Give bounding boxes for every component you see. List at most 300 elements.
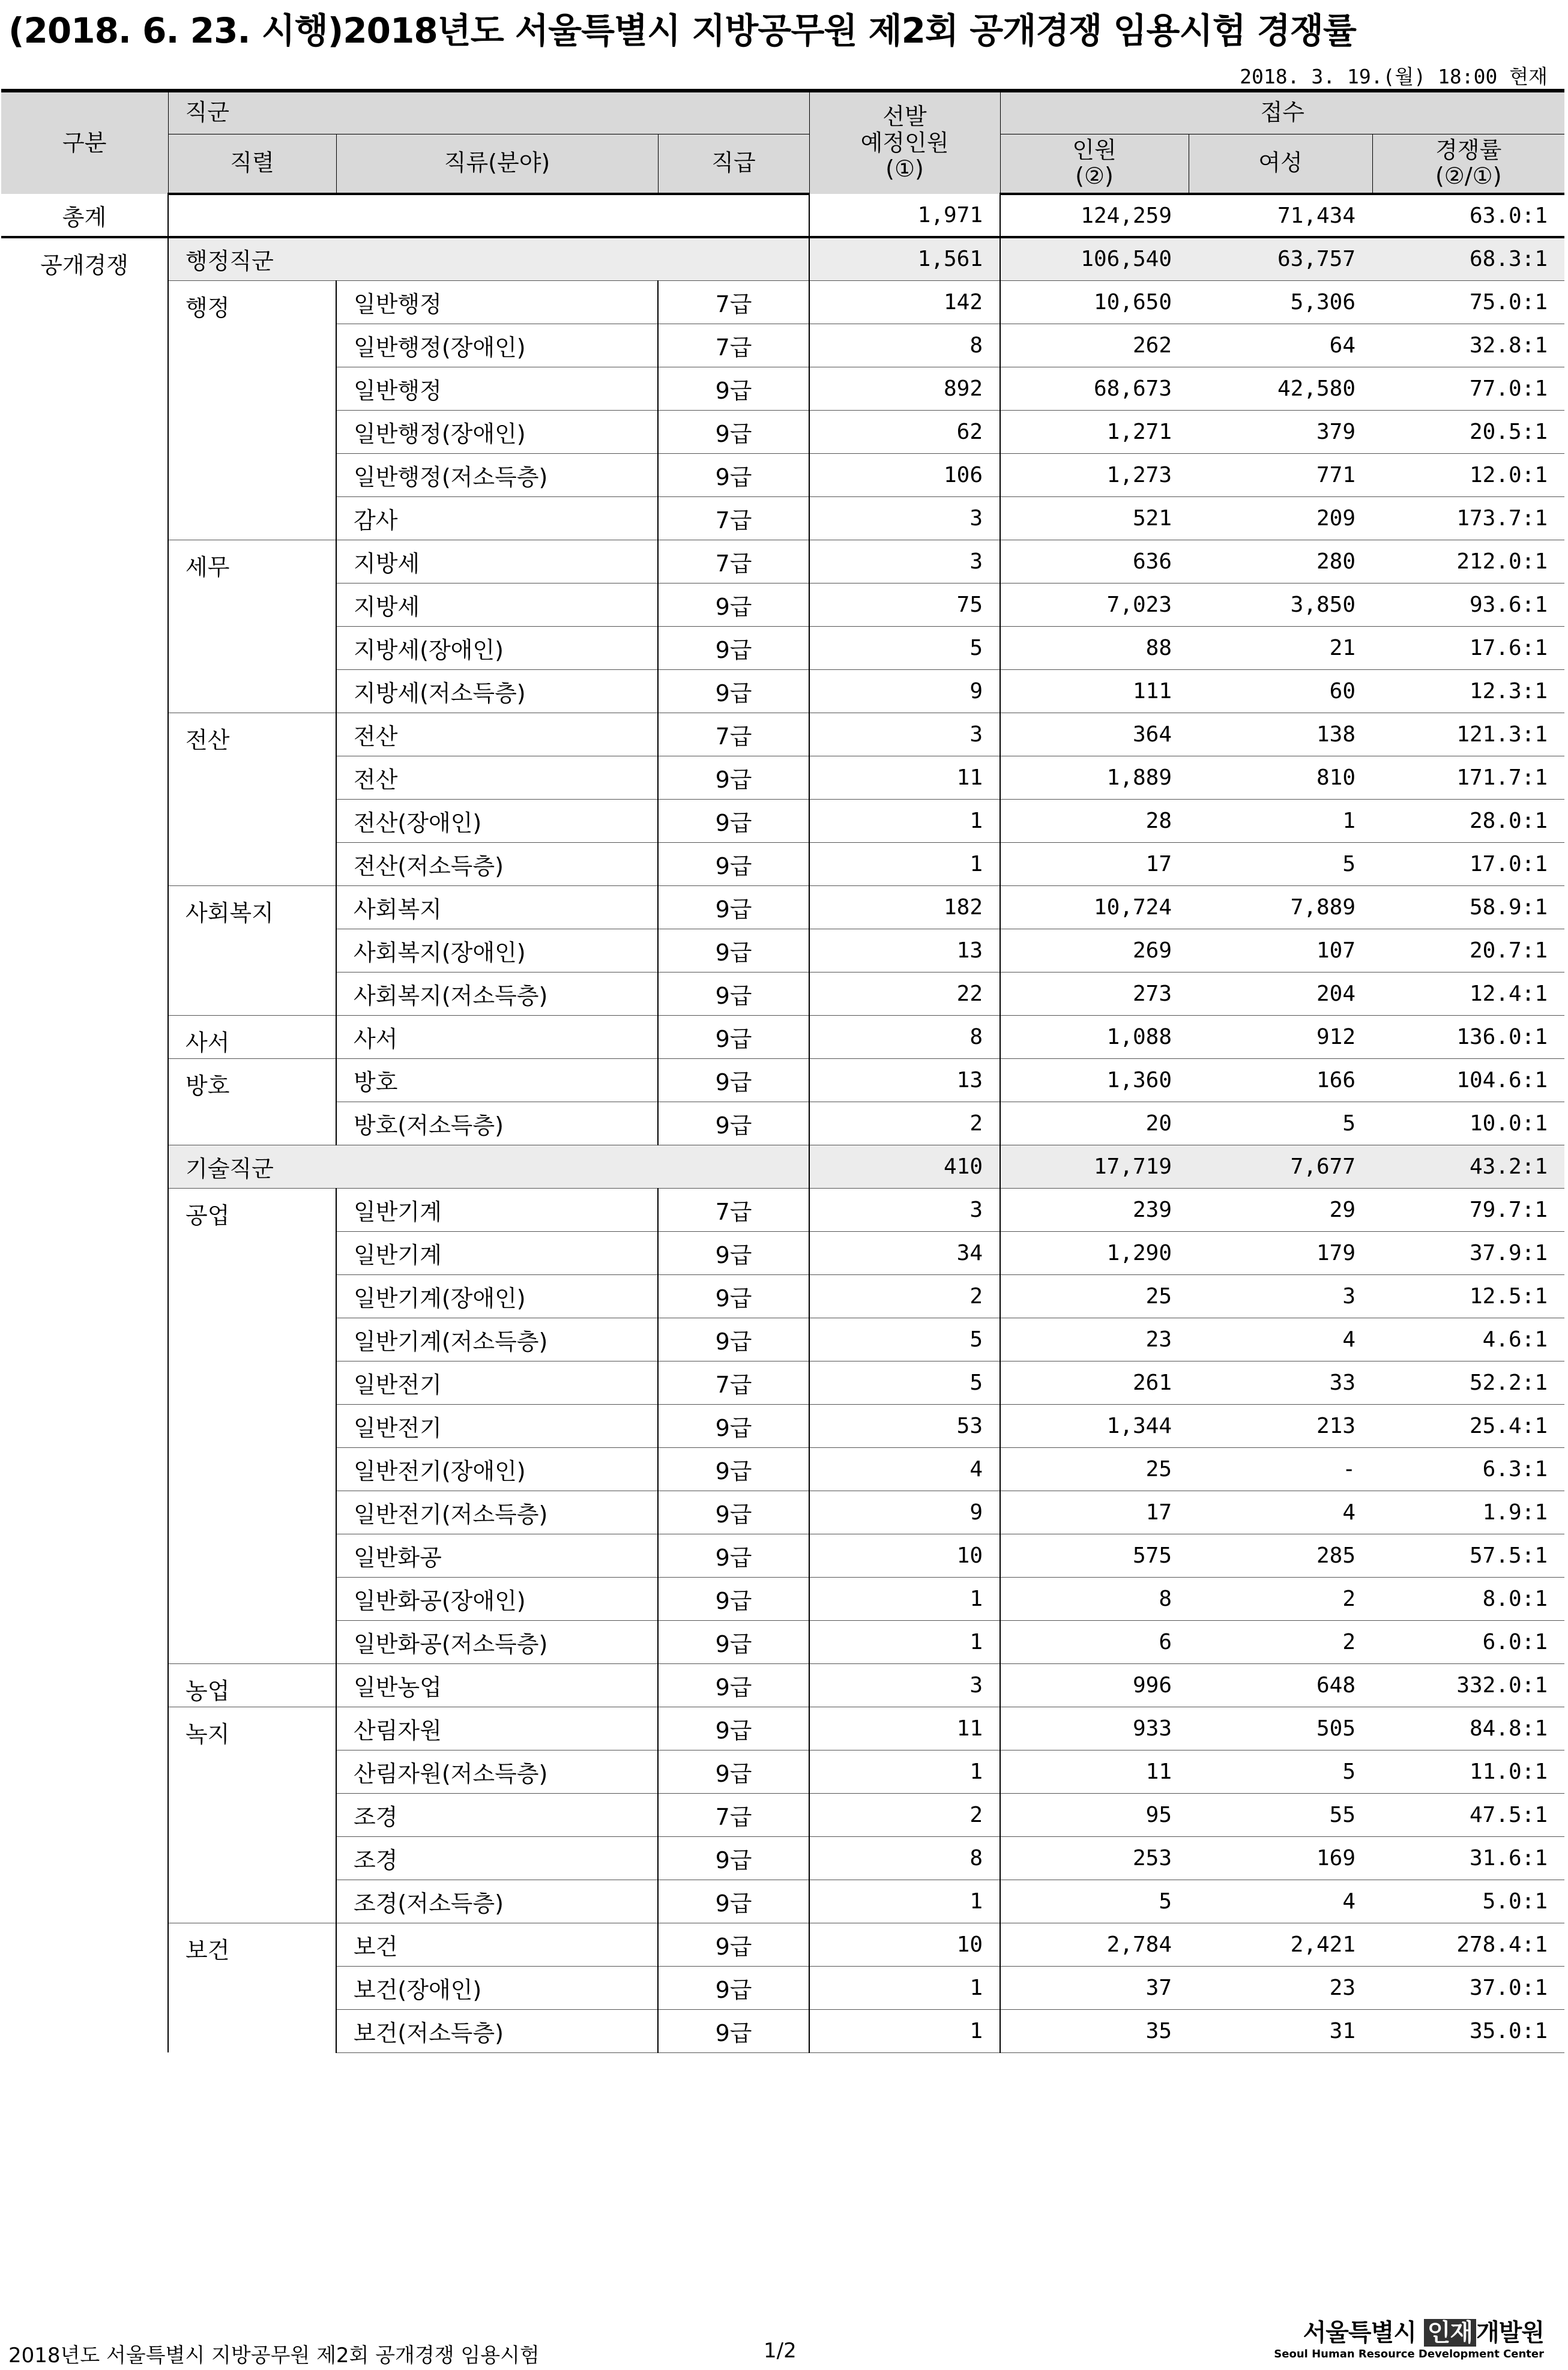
grade-cell: 9급	[658, 367, 809, 410]
group-subtotal-rate: 43.2:1	[1372, 1145, 1564, 1188]
series-cell: 사서	[168, 1015, 336, 1058]
female-cell: 107	[1189, 929, 1372, 972]
grade-cell: 9급	[658, 885, 809, 929]
female-cell: 179	[1189, 1231, 1372, 1274]
selection-cell: 8	[809, 324, 1000, 367]
selection-cell: 10	[809, 1534, 1000, 1577]
applicants-cell: 17	[1000, 1491, 1189, 1534]
selection-cell: 3	[809, 1663, 1000, 1707]
series-cell: 행정	[168, 280, 336, 540]
field-cell: 일반행정(저소득층)	[336, 453, 658, 496]
series-cell: 세무	[168, 540, 336, 713]
grade-cell: 7급	[658, 713, 809, 756]
rate-cell: 8.0:1	[1372, 1577, 1564, 1620]
grade-cell: 9급	[658, 1058, 809, 1102]
group-subtotal-fem: 63,757	[1189, 237, 1372, 280]
female-cell: 3	[1189, 1274, 1372, 1318]
female-cell: 204	[1189, 972, 1372, 1015]
rate-cell: 278.4:1	[1372, 1923, 1564, 1966]
field-cell: 감사	[336, 496, 658, 540]
selection-cell: 1	[809, 799, 1000, 842]
female-cell: 912	[1189, 1015, 1372, 1058]
selection-cell: 3	[809, 540, 1000, 583]
logo-part3: 개발원	[1476, 2319, 1544, 2347]
female-cell: 5	[1189, 1102, 1372, 1145]
grade-cell: 7급	[658, 324, 809, 367]
selection-cell: 5	[809, 1361, 1000, 1404]
grade-cell: 9급	[658, 929, 809, 972]
header-jeopsu: 접수	[1000, 91, 1564, 134]
rate-cell: 84.8:1	[1372, 1707, 1564, 1750]
field-cell: 일반기계(장애인)	[336, 1274, 658, 1318]
field-cell: 일반전기	[336, 1404, 658, 1447]
selection-cell: 892	[809, 367, 1000, 410]
field-cell: 전산(저소득층)	[336, 842, 658, 885]
field-cell: 전산	[336, 713, 658, 756]
total-row	[1, 194, 1564, 237]
field-cell: 조경	[336, 1836, 658, 1880]
grade-cell: 9급	[658, 972, 809, 1015]
grade-cell: 9급	[658, 1404, 809, 1447]
applicants-cell: 261	[1000, 1361, 1189, 1404]
female-cell: 60	[1189, 669, 1372, 713]
rate-cell: 20.7:1	[1372, 929, 1564, 972]
applicants-cell: 37	[1000, 1966, 1189, 2009]
header-jikryeol: 직렬	[168, 134, 336, 194]
female-cell: 169	[1189, 1836, 1372, 1880]
rate-cell: 47.5:1	[1372, 1793, 1564, 1836]
selection-cell: 8	[809, 1836, 1000, 1880]
female-cell: 648	[1189, 1663, 1372, 1707]
table-row	[1, 280, 1564, 324]
header-rate: 경쟁률 (②/①)	[1372, 134, 1564, 194]
rate-cell: 58.9:1	[1372, 885, 1564, 929]
selection-cell: 1	[809, 1750, 1000, 1793]
selection-cell: 11	[809, 1707, 1000, 1750]
rate-cell: 4.6:1	[1372, 1318, 1564, 1361]
applicants-cell: 11	[1000, 1750, 1189, 1793]
rate-cell: 75.0:1	[1372, 280, 1564, 324]
applicants-cell: 7,023	[1000, 583, 1189, 626]
rate-cell: 52.2:1	[1372, 1361, 1564, 1404]
applicants-cell: 20	[1000, 1102, 1189, 1145]
female-cell: -	[1189, 1447, 1372, 1491]
applicants-cell: 95	[1000, 1793, 1189, 1836]
applicants-cell: 364	[1000, 713, 1189, 756]
rate-cell: 79.7:1	[1372, 1188, 1564, 1231]
applicants-cell: 575	[1000, 1534, 1189, 1577]
applicants-cell: 521	[1000, 496, 1189, 540]
grade-cell: 9급	[658, 583, 809, 626]
female-cell: 166	[1189, 1058, 1372, 1102]
grade-cell: 7급	[658, 280, 809, 324]
field-cell: 보건(장애인)	[336, 1966, 658, 2009]
selection-cell: 5	[809, 1318, 1000, 1361]
table-row	[1, 540, 1564, 583]
applicants-cell: 28	[1000, 799, 1189, 842]
grade-cell: 9급	[658, 1231, 809, 1274]
grade-cell: 9급	[658, 1102, 809, 1145]
rate-cell: 32.8:1	[1372, 324, 1564, 367]
grade-cell: 9급	[658, 1274, 809, 1318]
group-subtotal-row	[1, 1145, 1564, 1188]
grade-cell: 9급	[658, 1923, 809, 1966]
applicants-cell: 273	[1000, 972, 1189, 1015]
selection-cell: 53	[809, 1404, 1000, 1447]
field-cell: 방호	[336, 1058, 658, 1102]
rate-cell: 136.0:1	[1372, 1015, 1564, 1058]
selection-cell: 2	[809, 1274, 1000, 1318]
field-cell: 일반화공(장애인)	[336, 1577, 658, 1620]
grade-cell: 7급	[658, 1793, 809, 1836]
selection-cell: 1	[809, 1880, 1000, 1923]
selection-cell: 62	[809, 410, 1000, 453]
selection-cell: 1	[809, 1966, 1000, 2009]
rate-cell: 12.0:1	[1372, 453, 1564, 496]
selection-cell: 106	[809, 453, 1000, 496]
selection-cell: 3	[809, 713, 1000, 756]
selection-cell: 8	[809, 1015, 1000, 1058]
table-row	[1, 1188, 1564, 1231]
selection-cell: 13	[809, 929, 1000, 972]
selection-cell: 9	[809, 669, 1000, 713]
selection-cell: 1	[809, 2009, 1000, 2052]
female-cell: 55	[1189, 1793, 1372, 1836]
field-cell: 일반행정(장애인)	[336, 324, 658, 367]
female-cell: 42,580	[1189, 367, 1372, 410]
series-cell: 녹지	[168, 1707, 336, 1923]
rate-cell: 12.5:1	[1372, 1274, 1564, 1318]
header-jikryu: 직류(분야)	[336, 134, 658, 194]
total-label: 총계	[1, 194, 168, 237]
female-cell: 4	[1189, 1491, 1372, 1534]
selection-cell: 75	[809, 583, 1000, 626]
female-cell: 33	[1189, 1361, 1372, 1404]
grade-cell: 9급	[658, 410, 809, 453]
field-cell: 일반기계	[336, 1188, 658, 1231]
series-cell: 공업	[168, 1188, 336, 1663]
rate-cell: 57.5:1	[1372, 1534, 1564, 1577]
selection-cell: 1	[809, 842, 1000, 885]
applicants-cell: 6	[1000, 1620, 1189, 1663]
page-title: (2018. 6. 23. 시행)2018년도 서울특별시 지방공무원 제2회 공개경쟁 임용시험 경쟁률	[8, 10, 1356, 51]
selection-cell: 22	[809, 972, 1000, 1015]
selection-cell: 3	[809, 496, 1000, 540]
field-cell: 일반농업	[336, 1663, 658, 1707]
field-cell: 일반행정	[336, 367, 658, 410]
applicants-cell: 636	[1000, 540, 1189, 583]
selection-cell: 13	[809, 1058, 1000, 1102]
rate-cell: 10.0:1	[1372, 1102, 1564, 1145]
female-cell: 379	[1189, 410, 1372, 453]
header-yeoseong: 여성	[1189, 134, 1372, 194]
field-cell: 일반행정	[336, 280, 658, 324]
selection-cell: 10	[809, 1923, 1000, 1966]
logo-wordmark	[1274, 2314, 1544, 2348]
grade-cell: 9급	[658, 1750, 809, 1793]
selection-cell: 182	[809, 885, 1000, 929]
applicants-cell: 10,650	[1000, 280, 1189, 324]
field-cell: 일반전기	[336, 1361, 658, 1404]
female-cell: 505	[1189, 1707, 1372, 1750]
grade-cell: 9급	[658, 1447, 809, 1491]
group-subtotal-app: 17,719	[1000, 1145, 1189, 1188]
female-cell: 3,850	[1189, 583, 1372, 626]
female-cell: 1	[1189, 799, 1372, 842]
female-cell: 285	[1189, 1534, 1372, 1577]
rate-cell: 37.0:1	[1372, 1966, 1564, 2009]
grade-cell: 7급	[658, 540, 809, 583]
rate-cell: 12.4:1	[1372, 972, 1564, 1015]
field-cell: 사회복지	[336, 885, 658, 929]
field-cell: 방호(저소득층)	[336, 1102, 658, 1145]
total-sel: 1,971	[809, 194, 1000, 237]
female-cell: 31	[1189, 2009, 1372, 2052]
applicants-cell: 2,784	[1000, 1923, 1189, 1966]
header-gubun: 구분	[1, 91, 168, 194]
applicants-cell: 68,673	[1000, 367, 1189, 410]
field-cell: 조경(저소득층)	[336, 1880, 658, 1923]
rate-cell: 17.6:1	[1372, 626, 1564, 669]
applicants-cell: 111	[1000, 669, 1189, 713]
rate-cell: 173.7:1	[1372, 496, 1564, 540]
series-cell: 사회복지	[168, 885, 336, 1015]
logo-part2: 인재	[1424, 2319, 1476, 2347]
applicants-cell: 17	[1000, 842, 1189, 885]
field-cell: 사회복지(저소득층)	[336, 972, 658, 1015]
grade-cell: 9급	[658, 1491, 809, 1534]
field-cell: 지방세	[336, 540, 658, 583]
total-rate: 63.0:1	[1372, 194, 1564, 237]
female-cell: 5,306	[1189, 280, 1372, 324]
selection-cell: 11	[809, 756, 1000, 799]
applicants-cell: 253	[1000, 1836, 1189, 1880]
applicants-cell: 1,088	[1000, 1015, 1189, 1058]
field-cell: 보건(저소득층)	[336, 2009, 658, 2052]
field-cell: 전산	[336, 756, 658, 799]
rate-cell: 332.0:1	[1372, 1663, 1564, 1707]
rate-cell: 12.3:1	[1372, 669, 1564, 713]
field-cell: 조경	[336, 1793, 658, 1836]
applicants-cell: 262	[1000, 324, 1189, 367]
selection-cell: 3	[809, 1188, 1000, 1231]
rate-cell: 171.7:1	[1372, 756, 1564, 799]
field-cell: 일반기계(저소득층)	[336, 1318, 658, 1361]
grade-cell: 9급	[658, 2009, 809, 2052]
table-row	[1, 1663, 1564, 1707]
applicants-cell: 1,889	[1000, 756, 1189, 799]
field-cell: 일반화공	[336, 1534, 658, 1577]
applicants-cell: 23	[1000, 1318, 1189, 1361]
selection-cell: 34	[809, 1231, 1000, 1274]
applicants-cell: 1,344	[1000, 1404, 1189, 1447]
female-cell: 138	[1189, 713, 1372, 756]
female-cell: 23	[1189, 1966, 1372, 2009]
table-body	[1, 194, 1564, 2052]
category-cell: 공개경쟁	[1, 237, 168, 2052]
rate-cell: 5.0:1	[1372, 1880, 1564, 1923]
selection-cell: 4	[809, 1447, 1000, 1491]
series-cell: 보건	[168, 1923, 336, 2052]
grade-cell: 9급	[658, 1318, 809, 1361]
field-cell: 지방세(장애인)	[336, 626, 658, 669]
rate-cell: 93.6:1	[1372, 583, 1564, 626]
grade-cell: 9급	[658, 453, 809, 496]
selection-cell: 9	[809, 1491, 1000, 1534]
selection-cell: 1	[809, 1577, 1000, 1620]
applicants-cell: 25	[1000, 1447, 1189, 1491]
field-cell: 일반전기(저소득층)	[336, 1491, 658, 1534]
grade-cell: 9급	[658, 1663, 809, 1707]
table-row	[1, 1015, 1564, 1058]
field-cell: 지방세	[336, 583, 658, 626]
field-cell: 산림자원(저소득층)	[336, 1750, 658, 1793]
header-jikgeup: 직급	[658, 134, 809, 194]
applicants-cell: 269	[1000, 929, 1189, 972]
applicants-cell: 10,724	[1000, 885, 1189, 929]
grade-cell: 9급	[658, 626, 809, 669]
grade-cell: 9급	[658, 1534, 809, 1577]
footer-text: 2018년도 서울특별시 지방공무원 제2회 공개경쟁 임용시험	[8, 2344, 540, 2368]
rate-cell: 104.6:1	[1372, 1058, 1564, 1102]
logo-subtitle: Seoul Human Resource Development Center	[1274, 2348, 1544, 2360]
group-subtotal-sel: 410	[809, 1145, 1000, 1188]
table-row	[1, 1707, 1564, 1750]
applicants-cell: 239	[1000, 1188, 1189, 1231]
grade-cell: 7급	[658, 1188, 809, 1231]
field-cell: 지방세(저소득층)	[336, 669, 658, 713]
female-cell: 280	[1189, 540, 1372, 583]
grade-cell: 9급	[658, 799, 809, 842]
grade-cell: 7급	[658, 496, 809, 540]
female-cell: 21	[1189, 626, 1372, 669]
competition-rate-table	[1, 89, 1564, 2053]
applicants-cell: 1,271	[1000, 410, 1189, 453]
field-cell: 산림자원	[336, 1707, 658, 1750]
grade-cell: 9급	[658, 1836, 809, 1880]
table-row	[1, 1058, 1564, 1102]
group-subtotal-rate: 68.3:1	[1372, 237, 1564, 280]
female-cell: 2,421	[1189, 1923, 1372, 1966]
rate-cell: 28.0:1	[1372, 799, 1564, 842]
header-jikgun: 직군	[168, 91, 809, 134]
grade-cell: 9급	[658, 1707, 809, 1750]
applicants-cell: 1,273	[1000, 453, 1189, 496]
field-cell: 일반기계	[336, 1231, 658, 1274]
group-subtotal-app: 106,540	[1000, 237, 1189, 280]
grade-cell: 7급	[658, 1361, 809, 1404]
logo-part1: 서울특별시	[1303, 2319, 1424, 2347]
female-cell: 5	[1189, 842, 1372, 885]
rate-cell: 11.0:1	[1372, 1750, 1564, 1793]
rate-cell: 121.3:1	[1372, 713, 1564, 756]
female-cell: 2	[1189, 1620, 1372, 1663]
applicants-cell: 8	[1000, 1577, 1189, 1620]
total-fem: 71,434	[1189, 194, 1372, 237]
as-of-timestamp: 2018. 3. 19.(월) 18:00 현재	[1240, 65, 1548, 88]
rate-cell: 35.0:1	[1372, 2009, 1564, 2052]
field-cell: 전산(장애인)	[336, 799, 658, 842]
grade-cell: 9급	[658, 1620, 809, 1663]
total-app: 124,259	[1000, 194, 1189, 237]
grade-cell: 9급	[658, 756, 809, 799]
applicants-cell: 996	[1000, 1663, 1189, 1707]
grade-cell: 9급	[658, 1577, 809, 1620]
female-cell: 2	[1189, 1577, 1372, 1620]
female-cell: 209	[1189, 496, 1372, 540]
total-blank	[168, 194, 809, 237]
applicants-cell: 88	[1000, 626, 1189, 669]
female-cell: 4	[1189, 1318, 1372, 1361]
applicants-cell: 5	[1000, 1880, 1189, 1923]
rate-cell: 31.6:1	[1372, 1836, 1564, 1880]
table-row	[1, 713, 1564, 756]
series-cell: 농업	[168, 1663, 336, 1707]
page-number: 1/2	[764, 2339, 797, 2363]
rate-cell: 6.0:1	[1372, 1620, 1564, 1663]
applicants-cell: 933	[1000, 1707, 1189, 1750]
table-row	[1, 885, 1564, 929]
female-cell: 5	[1189, 1750, 1372, 1793]
female-cell: 213	[1189, 1404, 1372, 1447]
series-cell: 방호	[168, 1058, 336, 1145]
group-subtotal-fem: 7,677	[1189, 1145, 1372, 1188]
rate-cell: 212.0:1	[1372, 540, 1564, 583]
selection-cell: 2	[809, 1793, 1000, 1836]
field-cell: 일반화공(저소득층)	[336, 1620, 658, 1663]
applicants-cell: 25	[1000, 1274, 1189, 1318]
field-cell: 일반전기(장애인)	[336, 1447, 658, 1491]
grade-cell: 9급	[658, 1880, 809, 1923]
group-name: 행정직군	[168, 237, 809, 280]
rate-cell: 17.0:1	[1372, 842, 1564, 885]
rate-cell: 20.5:1	[1372, 410, 1564, 453]
group-subtotal-sel: 1,561	[809, 237, 1000, 280]
selection-cell: 2	[809, 1102, 1000, 1145]
female-cell: 64	[1189, 324, 1372, 367]
seoul-hrdc-logo	[1274, 2314, 1544, 2360]
applicants-cell: 1,360	[1000, 1058, 1189, 1102]
grade-cell: 9급	[658, 669, 809, 713]
rate-cell: 77.0:1	[1372, 367, 1564, 410]
female-cell: 810	[1189, 756, 1372, 799]
field-cell: 보건	[336, 1923, 658, 1966]
field-cell: 사서	[336, 1015, 658, 1058]
rate-cell: 1.9:1	[1372, 1491, 1564, 1534]
table-row	[1, 1923, 1564, 1966]
selection-cell: 1	[809, 1620, 1000, 1663]
selection-cell: 142	[809, 280, 1000, 324]
rate-cell: 37.9:1	[1372, 1231, 1564, 1274]
header-seonbal: 선발 예정인원 (①)	[809, 91, 1000, 194]
group-subtotal-row	[1, 237, 1564, 280]
rate-cell: 25.4:1	[1372, 1404, 1564, 1447]
grade-cell: 9급	[658, 1015, 809, 1058]
series-cell: 전산	[168, 713, 336, 885]
rate-cell: 6.3:1	[1372, 1447, 1564, 1491]
applicants-cell: 35	[1000, 2009, 1189, 2052]
female-cell: 29	[1189, 1188, 1372, 1231]
female-cell: 7,889	[1189, 885, 1372, 929]
grade-cell: 9급	[658, 842, 809, 885]
grade-cell: 9급	[658, 1966, 809, 2009]
field-cell: 사회복지(장애인)	[336, 929, 658, 972]
field-cell: 일반행정(장애인)	[336, 410, 658, 453]
female-cell: 4	[1189, 1880, 1372, 1923]
header-inwon: 인원 (②)	[1000, 134, 1189, 194]
applicants-cell: 1,290	[1000, 1231, 1189, 1274]
group-name: 기술직군	[168, 1145, 809, 1188]
